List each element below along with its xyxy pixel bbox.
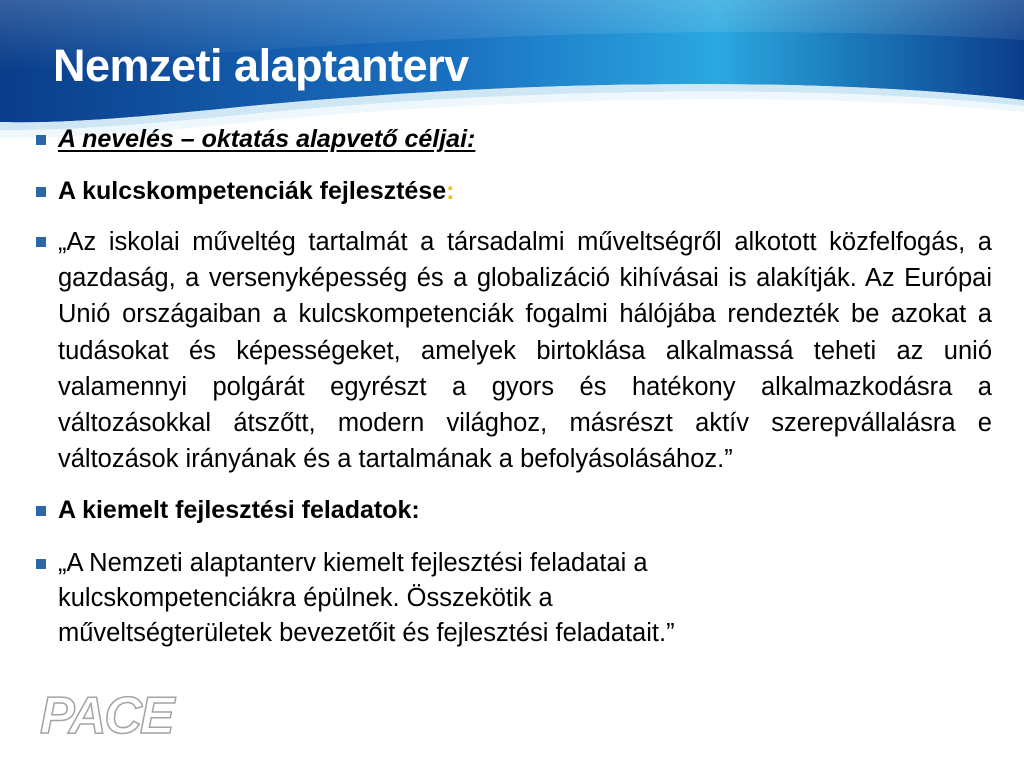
slide-title: Nemzeti alaptanterv <box>53 40 469 91</box>
priority-paragraph-line-1: „A Nemzeti alaptanterv kiemelt fejlesztési feladatai a <box>58 549 648 578</box>
accent-colon: : <box>446 177 455 205</box>
square-bullet-icon <box>36 135 46 145</box>
priority-tasks-heading-text: A kiemelt fejlesztési feladatok: <box>58 496 420 525</box>
pace-logo-watermark: PACE <box>40 687 173 745</box>
square-bullet-icon <box>36 237 46 247</box>
priority-paragraph-line-3: műveltségterületek bevezetőit és fejlesztési feladatait.” <box>58 619 675 648</box>
bullet-quote-paragraph <box>34 224 992 477</box>
bullet-goals-heading <box>34 122 992 156</box>
square-bullet-icon <box>36 187 46 197</box>
priority-paragraph-line-2: kulcskompetenciákra épülnek. Összekötik a <box>58 584 553 613</box>
square-bullet-icon <box>36 506 46 516</box>
bullet-priority-tasks-heading <box>34 493 992 527</box>
square-bullet-icon <box>36 559 46 569</box>
key-competences-heading-text: A kulcskompetenciák fejlesztése <box>58 177 447 205</box>
bullet-priority-tasks-paragraph <box>34 546 992 651</box>
slide-body <box>34 122 992 651</box>
quote-paragraph-text: „Az iskolai műveltég tartalmát a társadalmi műveltségről alkotott közfelfogás, a gazdaság, a versenyképesség és a globalizáció kihívásai is alakítják. Az Európai Unió országaiban a kulcskompetenciák fogalmi hálójába rendezték be azokat a tudásokat és képességeket, amelyek birtoklása alkalmassá teheti az unió valamennyi polgárát egyrészt a gyors és hatékony alkalmazkodásra a változásokkal átszőtt, modern világhoz, másrészt aktív szerepvállalásra e változások irányának és a tartalmának a befolyásolásához.” <box>58 228 992 474</box>
bullet-key-competences-heading <box>34 174 992 208</box>
slide-header <box>0 0 1024 140</box>
goals-heading-text: A nevelés – oktatás alapvető céljai: <box>58 125 476 153</box>
